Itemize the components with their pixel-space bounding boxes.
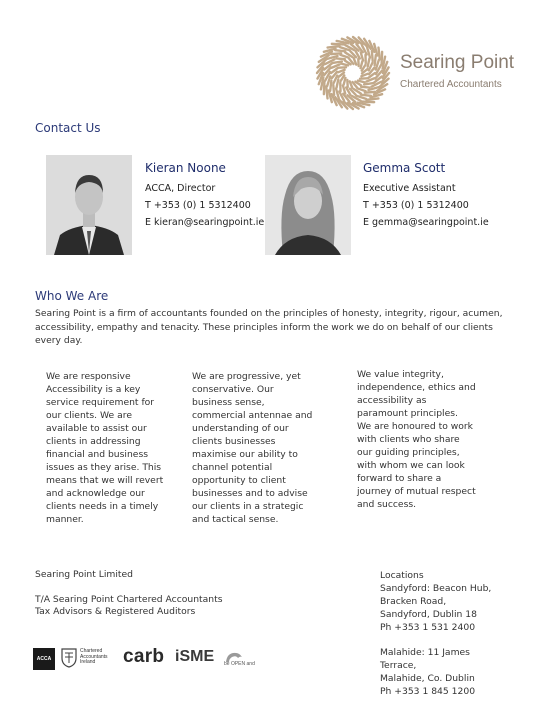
location-sandyford-phone: Ph +353 1 531 2400 — [380, 622, 476, 633]
gemma-name: Gemma Scott — [363, 161, 446, 175]
chartered-accountants-ireland-logo — [61, 648, 119, 670]
logo-emblem-stroke — [328, 46, 340, 47]
logo-emblem-stroke — [365, 92, 375, 93]
cai-logo-text: Chartered Accountants Ireland — [80, 648, 108, 666]
footer-services: Tax Advisors & Registered Auditors — [35, 606, 196, 617]
logo-emblem-stroke — [364, 83, 372, 84]
logo-emblem-stroke — [375, 55, 376, 65]
logo-emblem-stroke — [378, 48, 379, 60]
logo-emblem-stroke — [361, 52, 363, 60]
kieran-title: ACCA, Director — [145, 183, 216, 194]
location-sandyford-line: Bracken Road, — [380, 596, 447, 607]
logo-emblem-stroke — [337, 79, 339, 87]
locations-heading: Locations — [380, 570, 424, 581]
location-sandyford-line: Sandyford: Beacon Hub, — [380, 583, 492, 594]
logo-emblem-stroke — [358, 81, 365, 83]
logo-emblem-stroke — [330, 81, 331, 91]
logo-emblem-stroke — [326, 86, 327, 98]
who-intro: Searing Point is a firm of accountants founded on the principles of honesty, integrity, rigour, acumen, accessibility, empathy and tenacity. These principles inform the work we do on behalf of our clients every day. — [35, 308, 503, 346]
gemma-phone: T +353 (0) 1 5312400 — [363, 200, 469, 211]
logo-emblem-stroke — [361, 87, 369, 88]
logo-emblem-stroke — [329, 90, 332, 102]
value-column-progressive: We are progressive, yet conservative. Our business sense, commercial antennae and understanding of our clients businesses maximise our ability to channel potential opportunity to client businesses and to advise our clients in a strategic and tactical sense. — [192, 371, 313, 525]
logo-tagline: Chartered Accountants — [400, 79, 502, 90]
locations-block — [380, 569, 510, 698]
value-column-responsive: We are responsive Accessibility is a key service requirement for our clients. We are available to assist our clients in addressing financial and business issues as they arise. This means that we will revert and acknowledge our clients needs in a timely manner. — [46, 371, 164, 525]
logo-emblem-stroke — [368, 58, 370, 66]
contact-heading: Contact Us — [35, 121, 101, 135]
logo-emblem-stroke — [324, 82, 325, 94]
shield-icon — [61, 648, 77, 668]
logo-emblem-stroke — [324, 49, 336, 52]
location-malahide-phone: Ph +353 1 845 1200 — [380, 686, 476, 697]
value-column-integrity: We value integrity, independence, ethics and accessibility as paramount principles. We are honoured to work with clients who share our guiding principles, with whom we can look forward to share a journey of mutual respect and success. — [357, 369, 476, 510]
kieran-email[interactable]: E kieran@searingpoint.ie — [145, 217, 265, 228]
footer-trading-as: T/A Searing Point Chartered Accountants — [35, 594, 223, 605]
location-malahide-line: Malahide: 11 James — [380, 647, 470, 658]
logo-emblem-stroke — [361, 61, 363, 68]
logo-emblem-stroke — [361, 95, 371, 96]
logo-emblem-stroke — [366, 98, 378, 99]
logo-emblem-stroke — [374, 44, 377, 56]
logo-emblem-stroke — [331, 53, 341, 54]
be-open-logo-text: be OPEN and — [224, 661, 255, 667]
logo-emblem-stroke — [333, 85, 334, 95]
isme-logo: iSME — [175, 648, 215, 665]
be-open-logo — [223, 648, 263, 670]
location-malahide-line: Terrace, — [380, 660, 417, 671]
logo-emblem-stroke — [334, 62, 342, 63]
logo-emblem-stroke — [335, 50, 345, 51]
company-logo — [312, 33, 522, 113]
logo-emblem-stroke — [358, 88, 366, 91]
gemma-photo — [265, 155, 351, 255]
location-sandyford-line: Sandyford, Dublin 18 — [380, 609, 477, 620]
logo-emblem-stroke — [343, 85, 345, 93]
gemma-title: Executive Assistant — [363, 183, 456, 194]
logo-emblem-stroke — [341, 64, 348, 66]
logo-emblem-stroke — [382, 52, 383, 64]
logo-emblem-stroke — [344, 78, 346, 85]
footer-company: Searing Point Limited — [35, 569, 134, 580]
kieran-name: Kieran Noone — [145, 161, 226, 175]
who-heading: Who We Are — [35, 289, 109, 303]
kieran-phone: T +353 (0) 1 5312400 — [145, 200, 251, 211]
kieran-photo — [46, 155, 132, 255]
logo-emblem-stroke — [332, 44, 344, 45]
logo-emblem-stroke — [370, 94, 382, 97]
logo-emblem-stroke — [337, 58, 345, 59]
carb-logo: carb — [123, 646, 165, 667]
location-malahide-line: Malahide, Co. Dublin — [380, 673, 475, 684]
logo-emblem-stroke — [340, 55, 348, 58]
logo-brand-name: Searing Point — [400, 52, 515, 73]
logo-emblem-icon — [312, 33, 394, 113]
gemma-email[interactable]: E gemma@searingpoint.ie — [363, 217, 489, 228]
logo-emblem-stroke — [362, 102, 374, 103]
acca-logo: ACCA — [33, 648, 55, 670]
logo-emblem-stroke — [372, 51, 373, 61]
